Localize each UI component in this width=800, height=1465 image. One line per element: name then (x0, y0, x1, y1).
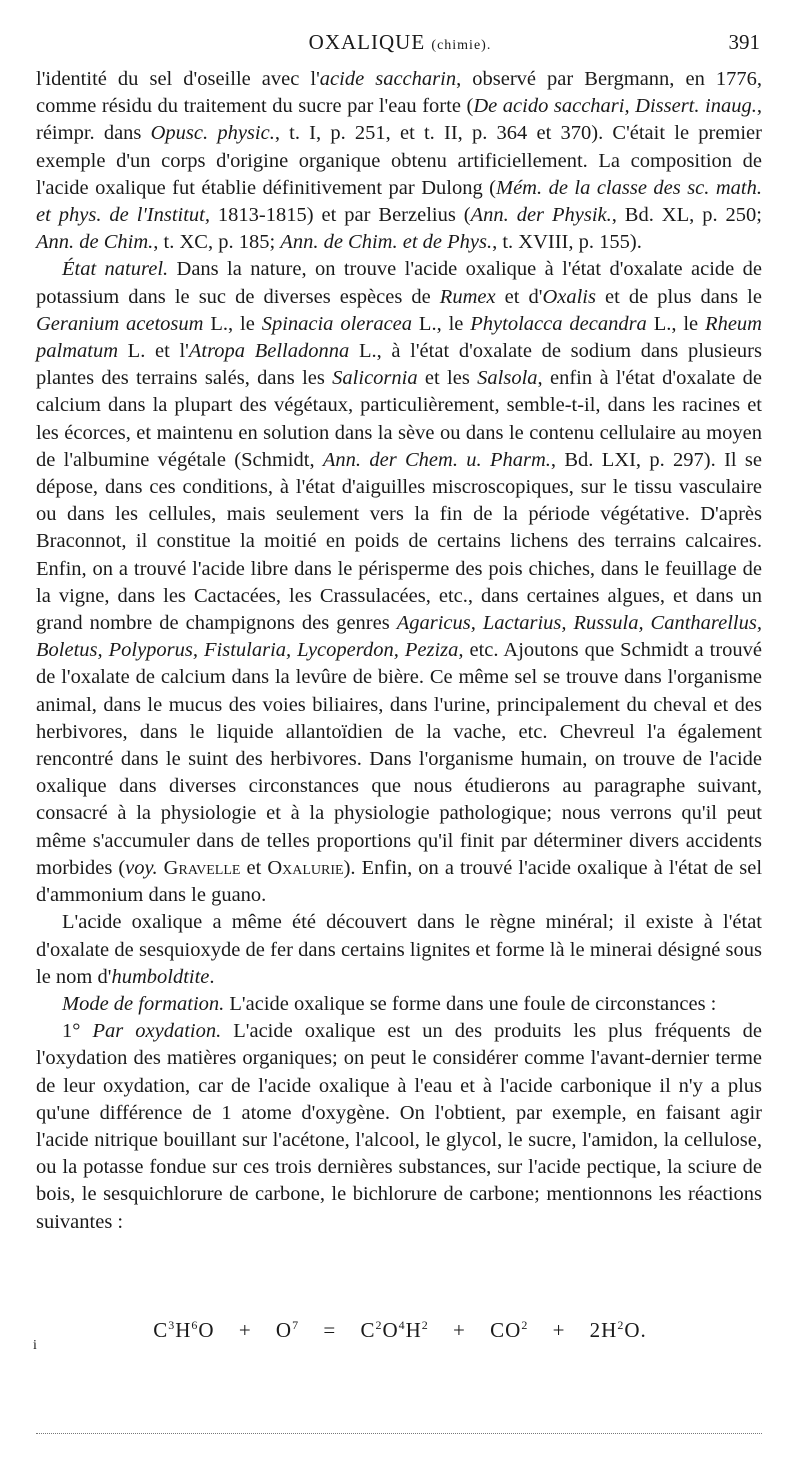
formula-term: O (275, 1318, 293, 1342)
page-number: 391 (728, 30, 760, 54)
header-subtitle: (chimie). (431, 38, 492, 53)
text-run: L'acide oxalique est un des produits les plus fréquents de l'oxydation des matières organiques; on peut le considérer comme l'avant-dernier terme de leur oxydation, car de l'acide oxalique à l'eau et à l'acide carbonique il n'y a plus qu'une différence de 1 atome d'oxygène. On l'obtient, par exemple, en faisant agir l'acide nitrique bouillant sur l'acétone, l'alcool, le glycol, le sucre, l'amidon, la cellulose, ou la potasse fondue sur ces trois dernières substances, sur l'acide pectique, la sciure de bois, le sesquichlorure de carbone, le bichlorure de carbone; mentionnons les réactions suivantes : (36, 1020, 762, 1233)
italic-text: Rumex (439, 285, 496, 308)
text-run: l'identité du sel d'oseille avec l' (36, 68, 320, 90)
italic-text: Ann. der Physik. (470, 204, 612, 227)
formula-operator: = (323, 1318, 337, 1342)
text-run: et les (417, 367, 478, 390)
text-run: , Bd. LXI, p. 297). Il se dépose, dans ces conditions, à l'état d'aiguilles miscroscopiques, sur le tissu vasculaire ou dans les cellules, mais seulement vers la fin de la période végétative. D'après Braconnot, il constitue la moitié en poids de certains lichens des terrains calcaires. Enfin, on a trouvé l'acide libre dans le périsperme des pois chiches, dans le feuillage de la vigne, dans les Cactacées, les Crassulacées, etc., dans certaines algues, et dans un grand nombre de champignons des genres (36, 448, 762, 635)
italic-text: Ann. de Chim. (36, 231, 154, 254)
italic-text: Spinacia oleracea (261, 312, 413, 335)
running-title (36, 30, 764, 55)
text-run: . (209, 965, 215, 988)
italic-text: Ann. de Chim. et de Phys. (280, 231, 493, 254)
italic-text: De acido sacchari, Dissert. inaug. (473, 95, 757, 118)
paragraph (36, 66, 762, 256)
text-run: 1813-1815) et par Berzelius ( (209, 204, 471, 227)
text-run: ). Enfin, on a trouvé l'acide oxalique à l'état de sel d'ammonium dans le guano. (36, 856, 763, 907)
text-run: , t. XC, p. 185; (153, 231, 281, 254)
formula-term: C (153, 1318, 169, 1342)
paragraph (36, 1018, 762, 1236)
formula-operator: + (552, 1318, 566, 1342)
italic-text: Par oxydation. (92, 1020, 222, 1043)
formula-index: 2 (617, 1318, 625, 1332)
text-run: , Bd. XL, p. 250; (611, 204, 762, 227)
formula-term: H (405, 1318, 422, 1342)
italic-text: État naturel. (62, 258, 169, 281)
paragraph (36, 256, 762, 909)
text-run: , t. XVIII, p. 155). (492, 231, 642, 254)
text-run: et (240, 856, 268, 879)
italic-text: Mode de formation. (62, 992, 225, 1015)
italic-text: Oxalis (542, 285, 596, 308)
text-run: et de plus dans le (595, 285, 762, 308)
formula-term: 2H (589, 1318, 618, 1342)
formula-term: C (360, 1318, 376, 1342)
formula-operator: + (453, 1318, 466, 1342)
text-run: L'acide oxalique se forme dans une foule de circonstances : (224, 992, 717, 1015)
text-run: L. et l' (118, 340, 189, 363)
text-run: , observé par Bergmann, en 1776, comme résidu du traitement du sucre par l'eau forte ( (36, 68, 762, 118)
text-run: Dans la nature, on trouve l'acide oxalique à l'état d'oxalate acide de potassium dans le suc de diverses espèces de (36, 258, 762, 308)
italic-text: humboldtite (111, 965, 210, 988)
text-run: L., à l'état d'oxalate de sodium dans plusieurs plantes des terrains salés, dans les (36, 340, 762, 390)
formula-term: H (175, 1318, 192, 1342)
formula-term: O. (624, 1318, 647, 1342)
formula-index: 2 (521, 1318, 529, 1332)
chemical-equation (0, 1318, 800, 1343)
italic-text: Salicornia (332, 367, 418, 390)
italic-text: Atropa Belladonna (188, 340, 350, 363)
formula-term: O (382, 1318, 399, 1342)
footer-rule (36, 1433, 762, 1434)
text-run: et d' (495, 285, 543, 308)
formula-term: O (198, 1318, 215, 1342)
text-run: , enfin à l'état d'oxalate de calcium dans la plupart des végétaux, particulièrement, semble-t-il, dans les racines et les écorces, et maintenu en solution dans la sève ou dans le contenu cellulaire au moyen de l'albumine végétale (Schmidt, (36, 367, 762, 471)
text-run: 1° (62, 1020, 93, 1043)
italic-text: acide saccharin (319, 68, 457, 90)
body-text (36, 66, 762, 1236)
text-run: L., le (203, 312, 262, 335)
formula-index: 4 (398, 1318, 406, 1332)
paragraph (36, 991, 762, 1018)
italic-text: Mém. de la classe des sc. math. et phys. de l'Institut, (36, 176, 762, 227)
italic-text: Geranium acetosum (36, 312, 204, 335)
text-run: L., le (412, 312, 471, 335)
margin-mark: i (33, 1338, 37, 1353)
small-caps-text: Oxalurie (267, 856, 344, 879)
small-caps-text: Gravelle (163, 856, 241, 879)
italic-text: Opusc. physic. (150, 122, 275, 145)
text-run: etc. Ajoutons que Schmidt a trouvé de l'oxalate de calcium dans la levûre de bière. Ce même sel se trouve dans l'organisme animal, dans le mucus des voies biliaires, dans l'urine, principalement du cheval et des herbivores, dans le liquide allantoïdien de la vache, etc. Chevreul l'a également rencontré dans le suint des herbivores. Dans l'organisme humain, on trouve de l'acide oxalique dans diverses circonstances que nous étudierons au paragraphe suivant, consacré à la physiologie et à la physiologie pathologique; nous verrons qu'il peut même s'accumuler dans de telles proportions qu'il finit par déterminer divers accidents morbides ( (36, 639, 762, 879)
text-run: L., le (646, 312, 706, 335)
italic-text: Phytolacca decandra (470, 312, 647, 335)
italic-text: Salsola (477, 367, 538, 390)
formula-operator: + (238, 1318, 252, 1342)
italic-text: Ann. der Chem. u. Pharm. (322, 448, 551, 471)
formula-index: 7 (292, 1318, 300, 1332)
italic-text: Agaricus, Lactarius, Russula, Cantharellus, Boletus, Polyporus, Fistularia, Lycoperdon, Peziza, (36, 612, 762, 662)
formula-index: 3 (168, 1318, 176, 1332)
formula-term: CO (490, 1318, 522, 1342)
paragraph (36, 909, 762, 991)
formula-index: 6 (191, 1318, 199, 1332)
formula-index: 2 (421, 1318, 429, 1332)
text-run: , réimpr. dans (36, 95, 762, 145)
italic-text: Rheum palmatum (36, 312, 762, 363)
text-run: L'acide oxalique a même été découvert dans le règne minéral; il existe à l'état d'oxalate de sesquioxyde de fer dans certains lignites et forme là le minerai désigné sous le nom d' (36, 911, 762, 988)
header-title: OXALIQUE (308, 30, 426, 54)
italic-text: voy. (125, 856, 158, 879)
running-header (36, 30, 764, 64)
formula-index: 2 (375, 1318, 383, 1332)
text-run: , t. I, p. 251, et t. II, p. 364 et 370). C'était le premier exemple d'un corps d'origine organique obtenu artificiellement. La composition de l'acide oxalique fut établie définitivement par Dulong ( (36, 122, 762, 199)
